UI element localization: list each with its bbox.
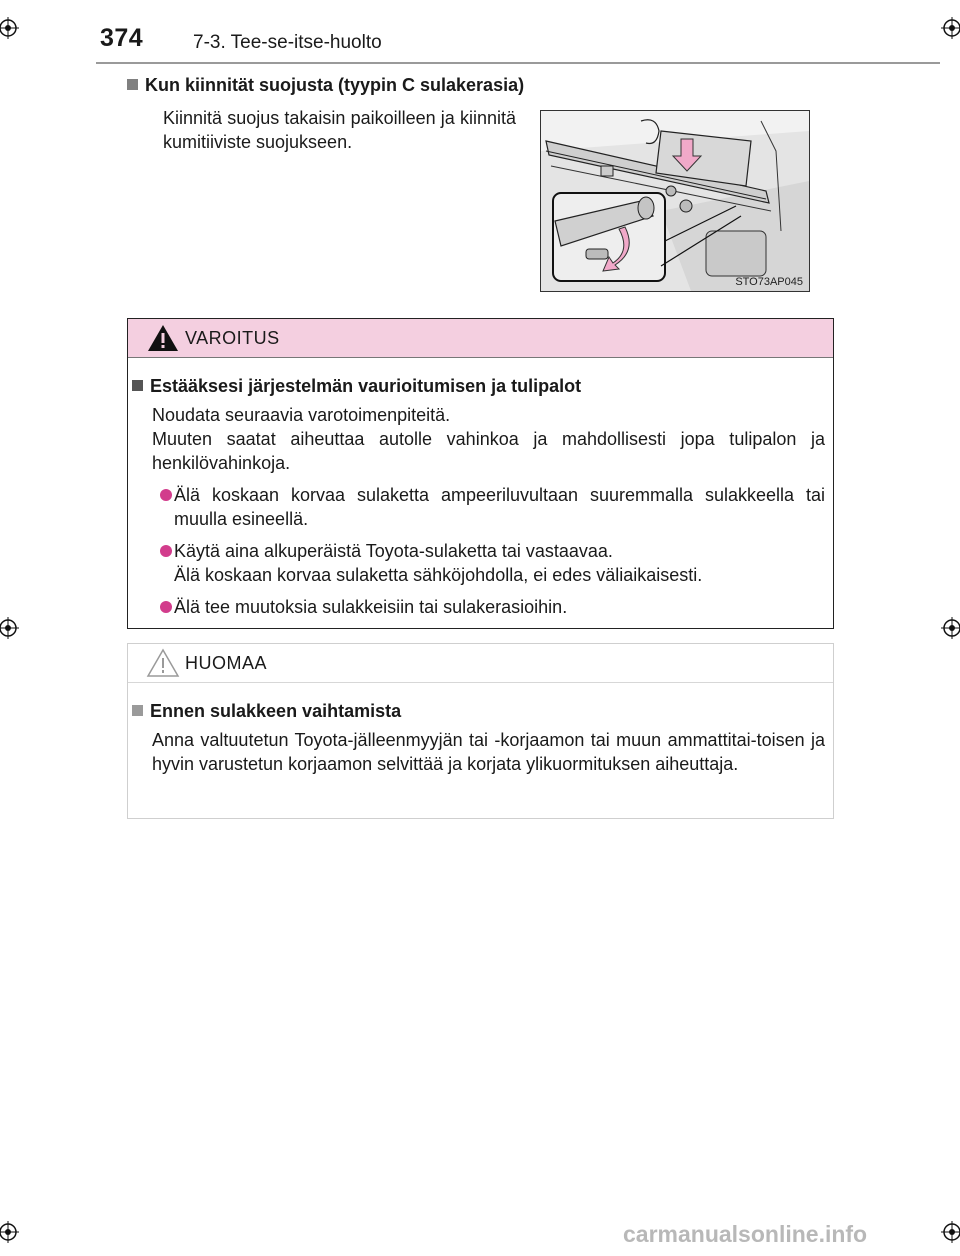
- caution-heading: [132, 701, 825, 722]
- warning-bullet-item: [160, 483, 825, 531]
- warning-paragraph: Muuten saatat aiheuttaa autolle vahinkoa ja mahdollisesti jopa tulipalon ja henkilövahinkoja.: [152, 429, 825, 473]
- square-bullet-icon: [132, 380, 143, 391]
- caution-heading-text: Ennen sulakkeen vaihtamista: [150, 701, 402, 721]
- caution-triangle-icon: [146, 648, 180, 678]
- caution-box: [127, 643, 834, 819]
- warning-paragraph: Noudata seuraavia varotoimenpiteitä.: [152, 405, 451, 425]
- warning-bullet-text: Käytä aina alkuperäistä Toyota-sulaketta tai vastaavaa.: [174, 541, 613, 561]
- fuse-cover-illustration: [540, 110, 810, 292]
- bullet-dot-icon: [160, 545, 172, 557]
- warning-bullet-text: Älä tee muutoksia sulakkeisiin tai sulakerasioihin.: [174, 597, 568, 617]
- warning-bullet-item: [160, 539, 825, 587]
- caution-body: [128, 683, 833, 776]
- warning-body: [128, 358, 833, 619]
- sub-heading: [127, 75, 524, 96]
- intro-paragraph: Kiinnitä suojus takaisin paikoilleen ja kiinnitä kumitiiviste suojukseen.: [163, 108, 516, 152]
- registration-mark-bottom-right-icon: [941, 1221, 960, 1243]
- caution-label: HUOMAA: [185, 653, 268, 673]
- bullet-dot-icon: [160, 601, 172, 613]
- warning-header: [128, 319, 833, 358]
- warning-bullet-text: Älä koskaan korvaa sulaketta sähköjohdolla, ei edes väliaikaisesti.: [174, 565, 703, 585]
- watermark: carmanualsonline.info: [623, 1221, 868, 1247]
- engine-bay-drawing: [541, 111, 809, 291]
- registration-mark-bottom-left-icon: [0, 1221, 19, 1243]
- caution-paragraph: Anna valtuutetun Toyota-jälleenmyyjän tai -korjaamon tai muun ammattitai-toisen ja hyvin varustetun korjaamon selvittää ja korjata ylikuormituksen aiheuttaja.: [152, 730, 825, 774]
- illustration-code: STO73AP045: [735, 276, 803, 288]
- registration-mark-middle-right-icon: [941, 617, 960, 639]
- page-number: 374: [100, 24, 144, 52]
- warning-label: VAROITUS: [185, 328, 280, 348]
- section-title: 7-3. Tee-se-itse-huolto: [193, 32, 382, 53]
- warning-bullet-item: [160, 595, 825, 619]
- registration-mark-top-right-icon: [941, 17, 960, 39]
- sub-heading-text: Kun kiinnität suojusta (tyypin C sulakerasia): [145, 75, 525, 95]
- caution-header: [128, 644, 833, 683]
- header-divider: [96, 62, 940, 64]
- warning-heading-text: Estääksesi järjestelmän vaurioitumisen ja tulipalot: [150, 376, 582, 396]
- warning-triangle-icon: [146, 323, 180, 353]
- registration-mark-top-left-icon: [0, 17, 19, 39]
- square-bullet-icon: [132, 705, 143, 716]
- warning-heading: [132, 376, 825, 397]
- bullet-dot-icon: [160, 489, 172, 501]
- warning-bullet-text: Älä koskaan korvaa sulaketta ampeeriluvultaan suuremmalla sulakkeella tai muulla esineellä.: [174, 485, 825, 529]
- warning-box: [127, 318, 834, 629]
- square-bullet-icon: [127, 79, 138, 90]
- registration-mark-middle-left-icon: [0, 617, 19, 639]
